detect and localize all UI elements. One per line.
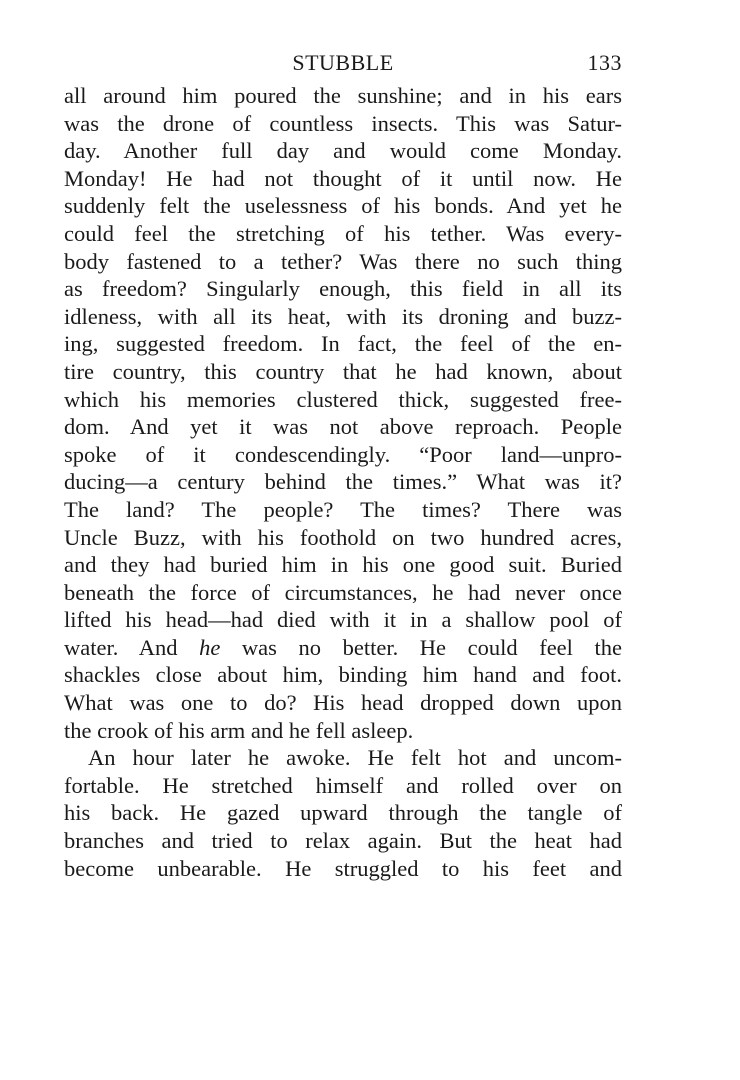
text-line: the crook of his arm and he fell asleep. (64, 717, 414, 743)
emphasized-word: he (199, 634, 221, 660)
text-line: idleness, with all its heat, with its droning and buzz- (64, 303, 622, 329)
text-line: as freedom? Singularly enough, this field in all its (64, 276, 622, 302)
text-line: was the drone of countless insects. This was Satur- (64, 110, 622, 136)
text-line: his back. He gazed upward through the tangle of (64, 800, 622, 826)
text-line: become unbearable. He struggled to his feet and (64, 855, 622, 881)
text-line: all around him poured the sunshine; and in his ears (64, 83, 622, 108)
text-line: which his memories clustered thick, suggested free- (64, 386, 622, 412)
text-line: could feel the stretching of his tether. Was every- (64, 220, 622, 246)
text-line: tire country, this country that he had known, about (64, 358, 622, 384)
text-line: What was one to do? His head dropped down upon (64, 690, 622, 716)
text-line: lifted his head—had died with it in a shallow pool of (64, 607, 622, 633)
text-line: fortable. He stretched himself and rolled over on (64, 772, 622, 798)
text-line: suddenly felt the uselessness of his bonds. And yet he (64, 193, 622, 219)
text-line: shackles close about him, binding him hand and foot. (64, 662, 622, 688)
running-title: STUBBLE (292, 50, 394, 75)
text-line: day. Another full day and would come Monday. (64, 138, 622, 164)
paragraph-2 (64, 744, 622, 882)
text-line: beneath the force of circumstances, he had never once (64, 579, 622, 605)
text-line: The land? The people? The times? There was (64, 496, 622, 522)
page-number: 133 (587, 50, 622, 75)
text-segment: water. And (64, 634, 200, 660)
text-line: and they had buried him in his one good suit. Buried (64, 552, 622, 578)
text-line: Monday! He had not thought of it until now. He (64, 165, 622, 191)
text-line: ing, suggested freedom. In fact, the feel of the en- (64, 331, 622, 357)
text-line: body fastened to a tether? Was there no such thing (64, 248, 622, 274)
text-line: dom. And yet it was not above reproach. People (64, 414, 622, 440)
text-line-with-emphasis (64, 634, 622, 662)
body-text (64, 82, 622, 882)
text-line: An hour later he awoke. He felt hot and uncom- (88, 745, 622, 771)
text-line: spoke of it condescendingly. “Poor land—unpro- (64, 441, 622, 467)
text-line: ducing—a century behind the times.” What was it? (64, 469, 622, 495)
text-segment: was no better. He could feel the (220, 634, 623, 660)
paragraph-1 (64, 82, 622, 744)
text-line: branches and tried to relax again. But the heat had (64, 828, 622, 854)
book-page (64, 48, 622, 882)
running-header (64, 48, 622, 82)
text-line: Uncle Buzz, with his foothold on two hundred acres, (64, 524, 622, 550)
